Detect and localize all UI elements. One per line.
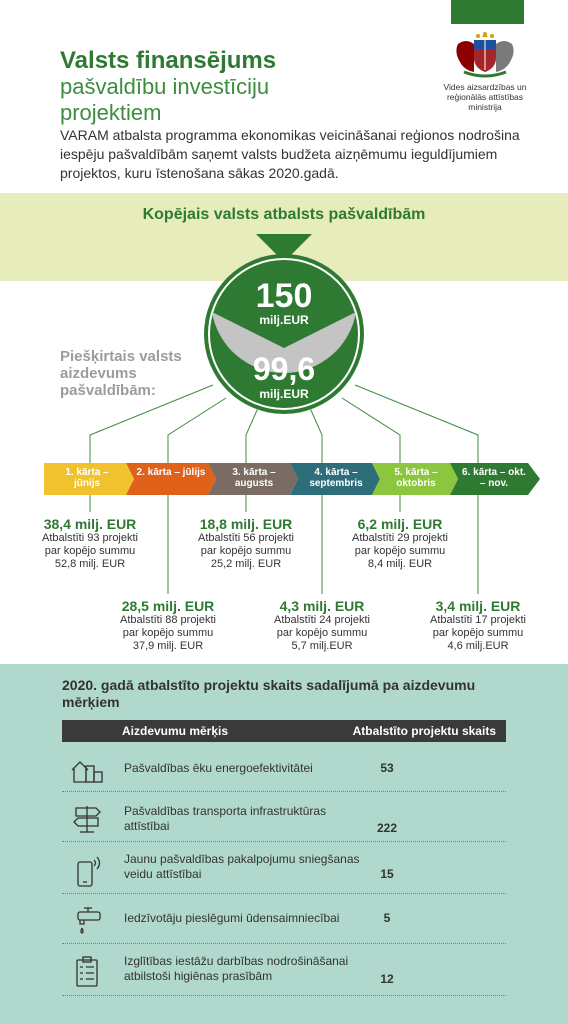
table-header xyxy=(62,720,506,742)
stage-1-amount: 38,4 milj. EUR xyxy=(43,516,137,532)
row-goal: Izglītības iestāžu darbības nodrošināšanai atbilstoši higiēnas prasībām xyxy=(124,954,349,983)
stage-3-desc-1: Atbalstīti 56 projekti xyxy=(198,532,294,544)
stage-5-label: 5. kārta – oktobris xyxy=(394,467,438,489)
stage-5-desc-1: Atbalstīti 29 projekti xyxy=(352,532,448,544)
row-goal: Pašvaldības transporta infrastruktūras attīstībai xyxy=(124,804,327,833)
total-unit: milj.EUR xyxy=(259,313,309,327)
stage-2-desc-2: par kopējo summu xyxy=(122,627,214,639)
stage-6-desc-3: 4,6 milj.EUR xyxy=(447,640,509,652)
stage-1-desc-1: Atbalstīti 93 projekti xyxy=(42,532,138,544)
ministry-name-line-3: ministrija xyxy=(468,102,502,112)
stage-2-amount: 28,5 milj. EUR xyxy=(121,598,215,614)
stage-3-label: 3. kārta – augusts xyxy=(232,467,276,489)
stage-2-desc-1: Atbalstīti 88 projekti xyxy=(120,614,216,626)
ministry-name-line-1: Vides aizsardzības un xyxy=(443,82,527,92)
stage-5-desc-2: par kopējo summu xyxy=(354,545,446,557)
signpost-icon xyxy=(70,802,104,836)
stage-5-amount: 6,2 milj. EUR xyxy=(357,516,443,532)
row-goal: Iedzīvotāju pieslēgumi ūdensaimniecībai xyxy=(124,911,340,925)
row-count: 15 xyxy=(380,867,394,881)
row-count: 5 xyxy=(383,911,391,925)
stage-5-funding xyxy=(325,516,475,571)
title-bold: Valsts finansējums xyxy=(60,47,277,74)
stage-6-desc-2: par kopējo summu xyxy=(432,627,524,639)
stage-6-desc-1: Atbalstīti 17 projekti xyxy=(430,614,526,626)
stage-1-label: 1. kārta – jūnijs xyxy=(65,467,109,489)
column-header-count: Atbalstīto projektu skaits xyxy=(352,724,496,738)
stage-3-amount: 18,8 milj. EUR xyxy=(199,516,293,532)
row-count: 222 xyxy=(376,821,398,835)
breakdown-title: 2020. gadā atbalstīto projektu skaits sadalījumā pa aizdevumu mērķiem xyxy=(62,677,476,710)
column-header-goal: Aizdevumu mērķis xyxy=(122,724,229,738)
stage-6-funding xyxy=(403,598,553,653)
title-line-3: projektiem xyxy=(60,100,162,125)
row-count: 12 xyxy=(380,972,394,986)
building-icon xyxy=(70,756,104,784)
row-goal: Jaunu pašvaldības pakalpojumu sniegšanas veidu attīstībai xyxy=(124,852,360,881)
table-row xyxy=(62,898,506,944)
stage-1-funding xyxy=(15,516,165,571)
water-tap-icon xyxy=(70,904,104,938)
stage-4-funding xyxy=(247,598,397,653)
loan-label: Piešķirtais valsts aizdevums pašvaldībām: xyxy=(60,348,182,399)
loan-value: 99,6 xyxy=(252,351,316,387)
total-support-heading: Kopējais valsts atbalsts pašvaldībām xyxy=(142,206,426,223)
stage-3-desc-3: 25,2 milj. EUR xyxy=(210,558,282,570)
stage-3-desc-2: par kopējo summu xyxy=(200,545,292,557)
stage-4-desc-3: 5,7 milj.EUR xyxy=(291,640,353,652)
stage-3-funding xyxy=(171,516,321,571)
stage-6-amount: 3,4 milj. EUR xyxy=(435,598,521,614)
ministry-name-line-2: reģionālās attīstības xyxy=(446,92,524,102)
stage-1-desc-3: 52,8 milj. EUR xyxy=(54,558,126,570)
intro-text: VARAM atbalsta programma ekonomikas veicināšanai reģionos nodrošina iespēju pašvaldībām saņemt valsts budžeta aizņēmumu ieguldījumiem projektos, kuru īstenošana sākas 2020.gadā. xyxy=(60,127,520,181)
stage-1-desc-2: par kopējo summu xyxy=(44,545,136,557)
table-row xyxy=(62,750,506,792)
stage-4-amount: 4,3 milj. EUR xyxy=(279,598,365,614)
stage-6-label: 6. kārta – okt. – nov. xyxy=(462,467,526,489)
table-row xyxy=(62,948,506,996)
stage-2-desc-3: 37,9 milj. EUR xyxy=(132,640,204,652)
checklist-icon xyxy=(70,954,104,990)
stage-4-desc-1: Atbalstīti 24 projekti xyxy=(274,614,370,626)
table-row xyxy=(62,796,506,842)
title-line-2: pašvaldību investīciju xyxy=(60,74,270,99)
stage-5-desc-3: 8,4 milj. EUR xyxy=(367,558,433,570)
total-value: 150 xyxy=(255,277,313,315)
row-goal: Pašvaldības ēku energoefektivitātei xyxy=(124,761,313,775)
smartphone-icon xyxy=(70,852,104,888)
stage-2-label: 2. kārta – jūlijs xyxy=(136,467,206,478)
stage-2-funding xyxy=(93,598,243,653)
stage-4-desc-2: par kopējo summu xyxy=(276,627,368,639)
table-row xyxy=(62,846,506,894)
loan-unit: milj.EUR xyxy=(259,387,309,401)
stage-4-label: 4. kārta – septembris xyxy=(309,467,363,489)
row-count: 53 xyxy=(380,761,394,775)
